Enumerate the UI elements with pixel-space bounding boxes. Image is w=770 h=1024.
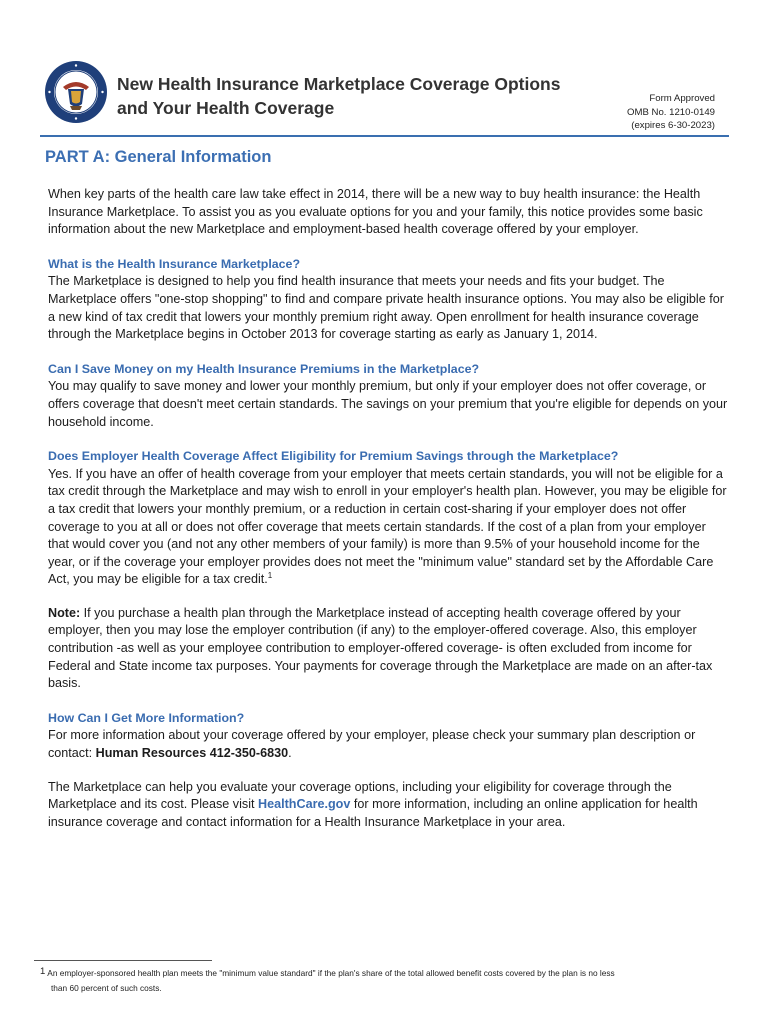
footnote-divider <box>34 960 212 961</box>
footnote-text-1: An employer-sponsored health plan meets the "minimum value standard" if the plan's share of the total allowed benefit costs covered by the plan is no less <box>47 968 615 978</box>
intro-paragraph: When key parts of the health care law take effect in 2014, there will be a new way to buy health insurance: the Health Insurance Marketplace. To assist you as you evaluate options for you and your family, this notice provides some basic information about the new Marketplace and employment-based health coverage offered by your employer. <box>48 187 703 237</box>
form-approved-label: Form Approved <box>649 93 715 104</box>
eligibility-paragraph <box>48 466 728 589</box>
closing-paragraph <box>48 779 728 832</box>
note-text: If you purchase a health plan through the Marketplace instead of accepting health coverage offered by your employer, then you may lose the employer contribution (if any) to the employer-offered coverage. Also, this employer contribution -as well as your employee contribution to employer-offered coverage- is often excluded from income for Federal and State income tax purposes. Your payments for coverage through the Marketplace are made on an after-tax basis. <box>48 605 713 691</box>
note-label: Note: <box>48 605 81 620</box>
eligibility-heading: Does Employer Health Coverage Affect Eligibility for Premium Savings through the Marketplace? <box>48 449 619 464</box>
healthcare-gov-link[interactable]: HealthCare.gov <box>258 797 351 812</box>
more-info-end: . <box>288 746 292 761</box>
marketplace-paragraph: The Marketplace is designed to help you find health insurance that meets your needs and fits your budget. The Marketplace offers "one-stop shopping" to find and compare private health insurance options. You may also be eligible for a new kind of tax credit that lowers your monthly premium right away. Open enrollment for health insurance coverage through the Marketplace begins in October 2013 for coverage starting as early as January 1, 2014. <box>48 274 724 342</box>
more-info-heading: How Can I Get More Information? <box>48 710 245 725</box>
form-approval-info <box>545 92 715 133</box>
document-title-line2: and Your Health Coverage <box>117 98 335 118</box>
document-title-line1: New Health Insurance Marketplace Coverage Options <box>117 74 561 94</box>
more-info-paragraph <box>48 727 728 762</box>
closing-text-before: The Marketplace can help you evaluate your coverage options, including your eligibility for coverage through the Marketplace and its cost. Please visit <box>48 779 672 812</box>
part-a-heading: PART A: General Information <box>45 148 272 166</box>
footnote-mark: 1 <box>40 966 46 977</box>
footnote-reference: 1 <box>267 571 273 581</box>
hr-contact: Human Resources 412-350-6830 <box>95 746 289 761</box>
note-paragraph <box>48 605 728 693</box>
marketplace-heading: What is the Health Insurance Marketplace? <box>48 256 301 271</box>
header-divider <box>40 135 729 137</box>
omb-number: OMB No. 1210-0149 <box>627 106 715 118</box>
expiration-date: (expires 6-30-2023) <box>631 120 715 131</box>
department-of-labor-seal-icon <box>44 60 108 124</box>
document-title <box>117 72 597 120</box>
save-money-paragraph: You may qualify to save money and lower your monthly premium, but only if your employer does not offer coverage, or offers coverage that doesn't meet certain standards. The savings on your premium that you're eligible for depends on your household income. <box>48 379 728 429</box>
footnote <box>40 964 720 996</box>
eligibility-text: Yes. If you have an offer of health coverage from your employer that meets certain standards, you will not be eligible for a tax credit through the Marketplace and may wish to enroll in your employer's health plan. However, you may be eligible for a tax credit that lowers your monthly premium, or a reduction in certain cost-sharing if your employer does not offer coverage to you at all or does not offer coverage that meets certain standards. If the cost of a plan from your employer that would cover you (and not any other members of your family) is more than 9.5% of your household income for the year, or if the coverage your employer provides does not meet the "minimum value" standard set by the Affordable Care Act, you may be eligible for a tax credit. <box>48 466 727 587</box>
more-info-text: For more information about your coverage offered by your employer, please check your summary plan description or contact: <box>48 728 696 761</box>
notice-body <box>48 186 728 831</box>
footnote-line1 <box>40 964 720 981</box>
closing-text-after: for more information, including an online application for health insurance coverage and contact information for a Health Insurance Marketplace in your area. <box>48 797 698 829</box>
footnote-text-2: than 60 percent of such costs. <box>51 983 162 993</box>
save-money-heading: Can I Save Money on my Health Insurance Premiums in the Marketplace? <box>48 361 480 376</box>
